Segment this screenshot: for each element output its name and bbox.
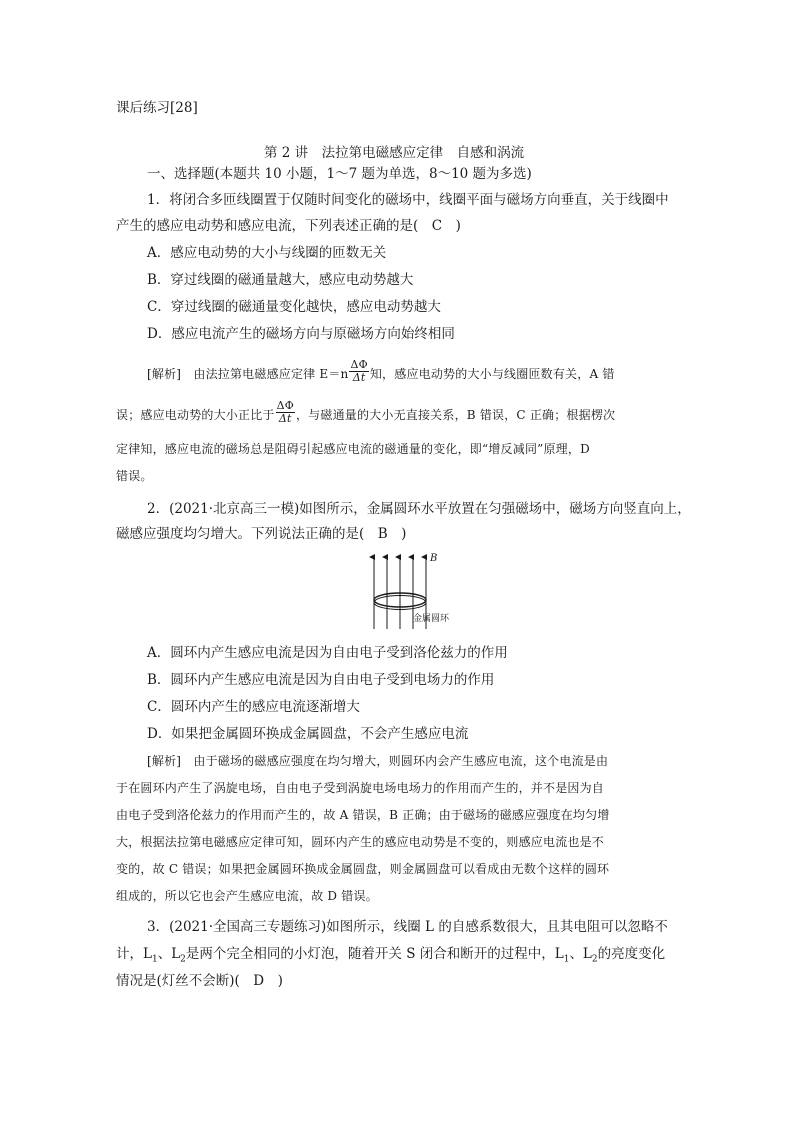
q1-option-a: A．感应电动势的大小与线圈的匝数无关 xyxy=(147,245,387,261)
q3-stem-line1: 3．(2021·全国高三专题练习)如图所示，线圈 L 的自感系数很大，且其电阻可以忽略不 xyxy=(147,919,668,935)
lesson-title: 第 2 讲 法拉第电磁感应定律 自感和涡流 xyxy=(264,145,525,161)
q3-stem-line2: 计，$L_1$、$L_2$是两个完全相同的小灯泡，随着开关 S 闭合和断开的过程中，$L_1$、$L_2$的亮度变化 xyxy=(116,946,666,965)
q2-explanation-line2: 于在圆环内产生了涡旋电场，自由电子受到涡旋电场电场力的作用而产生的，并不是因为自 xyxy=(116,781,605,795)
q2-explanation-line4: 大，根据法拉第电磁感应定律可知，圆环内产生的感应电动势是不变的，则感应电流也是不 xyxy=(116,835,605,849)
q1-option-c: C．穿过线圈的磁通量变化越快，感应电动势越大 xyxy=(147,299,441,315)
q1-option-b: B．穿过线圈的磁通量越大，感应电动势越大 xyxy=(147,272,414,288)
q2-explanation-line1: [解析] 由于磁场的磁感应强度在均匀增大，则圆环内会产生感应电流，这个电流是由 xyxy=(147,754,609,768)
q2-stem-line1: 2．(2021·北京高三一模)如图所示，金属圆环水平放置在匀强磁场中，磁场方向竖直向上， xyxy=(147,501,691,517)
q1-explanation-line1 xyxy=(147,358,615,387)
q2-option-a: A．圆环内产生感应电流是因为自由电子受到洛伦兹力的作用 xyxy=(147,645,508,661)
q1-stem-line2: 产生的感应电动势和感应电流，下列表述正确的是( C ) xyxy=(116,218,461,234)
q1-explanation-line2: 误；感应电动势的大小正比于 $\frac{\Delta\Phi}{\Delta t}$ ，与磁通量的大小无直接关系，B 错误，C 正确；根据楞次 xyxy=(116,399,616,425)
page-header: 课后练习[28] xyxy=(116,100,198,116)
q1-explanation-post: 知，感应电动势的大小与线圈匝数有关，A 错 xyxy=(369,367,615,381)
q2-explanation-line6: 组成的，所以它也会产生感应电流，故 D 错误。 xyxy=(116,889,378,903)
q2-explanation-line5: 变的，故 C 错误；如果把金属圆环换成金属圆盘，则金属圆盘可以看成由无数个这样的圆环 xyxy=(116,862,610,876)
q2-option-c: C．圆环内产生的感应电流逐渐增大 xyxy=(147,699,360,715)
q1-explanation-line4: 错误。 xyxy=(116,469,153,483)
q1-explanation-line3: 定律知，感应电流的磁场总是阻碍引起感应电流的磁通量的变化，即“增反减同”原理，D xyxy=(116,442,590,456)
q1-option-d: D．感应电流产生的磁场方向与原磁场方向始终相同 xyxy=(147,326,455,342)
q1-explanation-pre: [解析] 由法拉第电磁感应定律 E＝n xyxy=(147,367,349,381)
field-label-b: B xyxy=(430,553,438,564)
q1-stem-line1: 1．将闭合多匝线圈置于仅随时间变化的磁场中，线圈平面与磁场方向垂直，关于线圈中 xyxy=(147,192,669,208)
q2-option-d: D．如果把金属圆环换成金属圆盘，不会产生感应电流 xyxy=(147,726,469,742)
magnetic-ring-figure xyxy=(360,549,450,631)
q3-stem-line3: 情况是(灯丝不会断)( D ) xyxy=(116,973,283,989)
flux-fraction: $\frac{\Delta\Phi}{\Delta t}$ xyxy=(350,358,368,384)
q2-explanation-line3: 由电子受到洛伦兹力的作用而产生的，故 A 错误，B 正确；由于磁场的磁感应强度在均匀增 xyxy=(116,808,610,822)
q2-option-b: B．圆环内产生感应电流是因为自由电子受到电场力的作用 xyxy=(147,672,495,688)
flux-fraction-2: $\frac{\Delta\Phi}{\Delta t}$ xyxy=(276,399,294,425)
section-heading: 一、选择题(本题共 10 小题，1～7 题为单选，8～10 题为多选) xyxy=(147,166,532,182)
ring-label: 金属圆环 xyxy=(413,614,450,624)
q2-stem-line2: 磁感应强度均匀增大。下列说法正确的是( B ) xyxy=(116,526,407,542)
